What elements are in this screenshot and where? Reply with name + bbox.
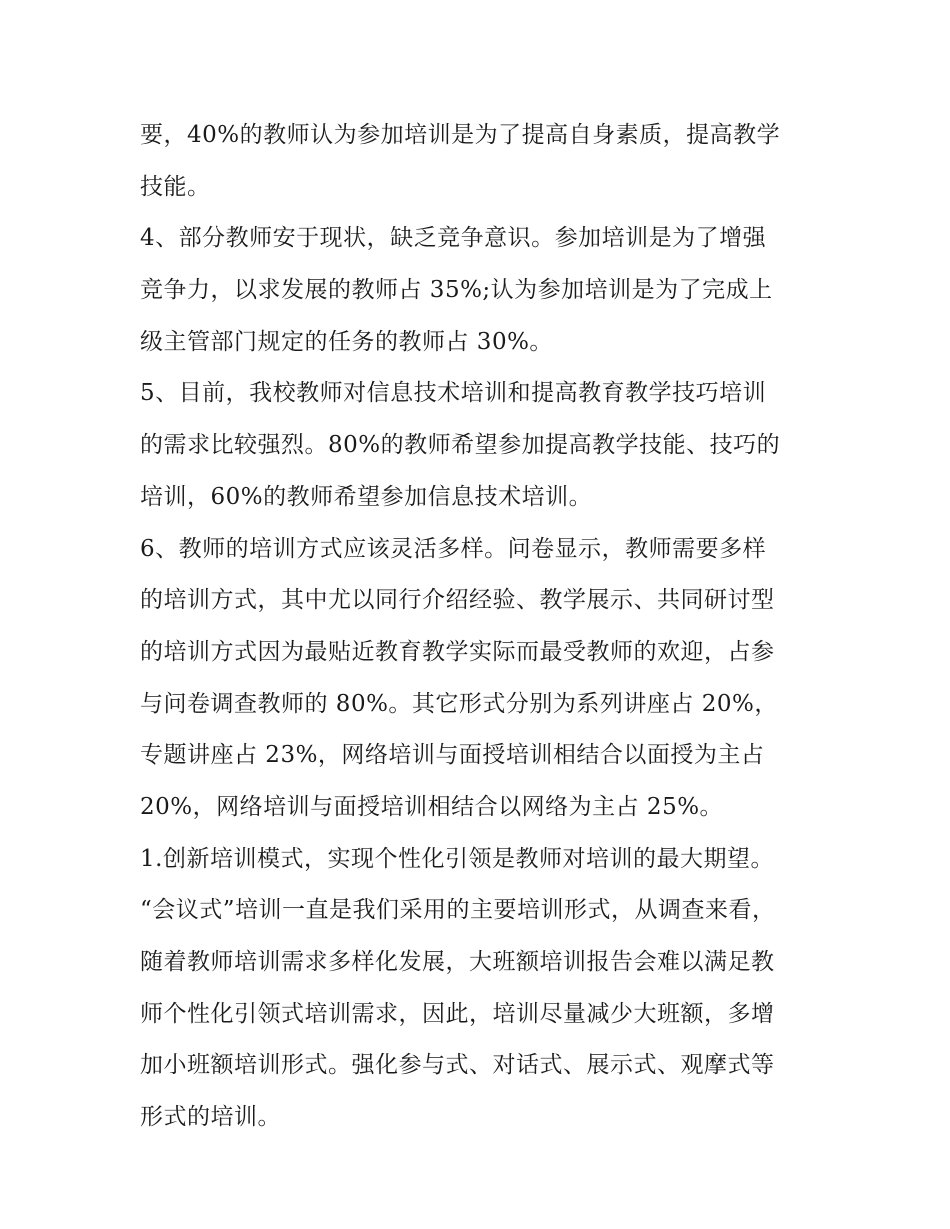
text-line: 技能。 bbox=[140, 173, 211, 200]
text-line: 要，40%的教师认为参加培训是为了提高自身素质，提高教学 bbox=[140, 122, 781, 148]
text-line: 与问卷调查教师的 80%。其它形式分别为系列讲座占 20%， bbox=[140, 690, 778, 717]
text-line: 师个性化引领式培训需求，因此，培训尽量减少大班额，多增 bbox=[140, 1000, 775, 1027]
text-line: 4、部分教师安于现状，缺乏竞争意识。参加培训是为了增强 bbox=[140, 225, 767, 252]
text-line: “会议式”培训一直是我们采用的主要培训形式，从调查来看， bbox=[140, 897, 776, 924]
text-line: 专题讲座占 23%，网络培训与面授培训相结合以面授为主占 bbox=[140, 742, 765, 769]
text-line: 6、教师的培训方式应该灵活多样。问卷显示，教师需要多样 bbox=[140, 535, 767, 562]
text-line: 随着教师培训需求多样化发展，大班额培训报告会难以满足教 bbox=[140, 949, 775, 975]
text-line: 加小班额培训形式。强化参与式、对话式、展示式、观摩式等 bbox=[140, 1052, 775, 1079]
text-line: 1.创新培训模式，实现个性化引领是教师对培训的最大期望。 bbox=[140, 845, 774, 872]
text-line: 的需求比较强烈。80%的教师希望参加提高教学技能、技巧的 bbox=[140, 432, 781, 459]
text-line: 5、目前，我校教师对信息技术培训和提高教育教学技巧培训 bbox=[140, 380, 767, 407]
text-line: 竞争力，以求发展的教师占 35%;认为参加培训是为了完成上 bbox=[140, 277, 773, 304]
text-line: 形式的培训。 bbox=[140, 1104, 281, 1131]
text-line: 20%，网络培训与面授培训相结合以网络为主占 25%。 bbox=[140, 793, 724, 820]
text-line: 培训，60%的教师希望参加信息技术培训。 bbox=[140, 483, 593, 510]
text-line: 的培训方式因为最贴近教育教学实际而最受教师的欢迎，占参 bbox=[140, 638, 775, 665]
text-line: 的培训方式，其中尤以同行介绍经验、教学展示、共同研讨型 bbox=[140, 587, 775, 614]
document-body bbox=[140, 110, 820, 1144]
text-line: 级主管部门规定的任务的教师占 30%。 bbox=[140, 328, 553, 355]
